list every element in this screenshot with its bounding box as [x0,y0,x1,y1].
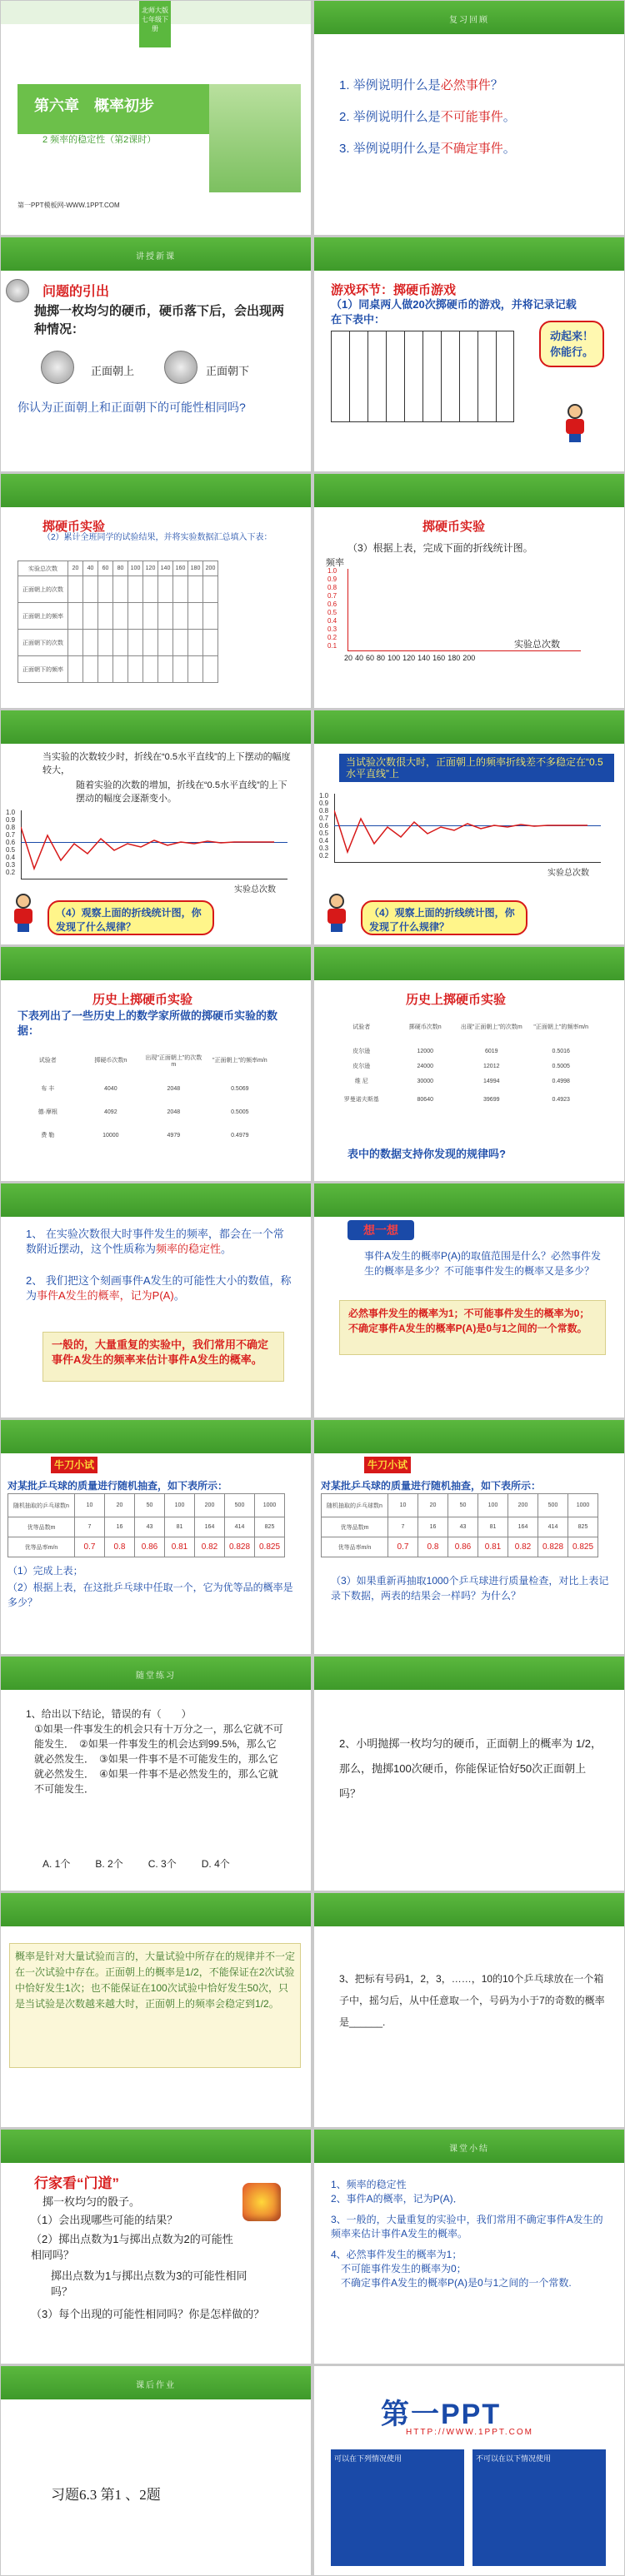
bar-title: 讲授新课 [136,252,176,262]
cell: 2048 [167,1109,181,1115]
boy-icon [326,894,348,932]
homework: 习题6.3 第1 、2题 [51,2487,161,2503]
cell: 16 [418,1517,448,1537]
x-axis-label: 实验总次数 [234,885,276,894]
conclusion-box: 一般的，大量重复的实验中，我们常用不确定事件A发生的频率来估计事件A发生的概率。 [42,1332,284,1382]
cell: 维 尼 [354,1079,368,1084]
chapter-title: 第六章 概率初步 [34,97,154,114]
th: 掷硬币次数n [408,1024,442,1030]
slide-exercise-2-answer [1,1893,311,2127]
slide-think [314,1183,624,1418]
item: 2、事件A的概率，记为P(A)． [331,2193,463,2205]
cell: 0.825 [568,1537,598,1557]
q1: （1）完成上表； [8,1565,83,1577]
cell: 100 [165,1494,195,1517]
cell: 0.5069 [231,1085,249,1092]
heading: 掷硬币实验 [42,520,106,534]
question: 表中的数据支持你发现的规律吗? [348,1148,506,1160]
question [339,1731,606,1806]
tick: 180 [448,654,461,662]
slide-exercise-1 [1,1657,311,1891]
th: 试验者 [38,1058,57,1064]
statements: ①如果一件事发生的机会只有十万分之一，那么它就不可能发生． ②如果一件事发生的机会达到99.5%，那么它就必然发生． ③如果一件事不是不可能发生的，那么它就必然发生． ④如果一件事不是必然发生的，那么它就不可能发生． [34,1723,283,1795]
practice-badge: 牛刀小试 [51,1457,98,1473]
coin-icon [6,279,29,302]
tick: 0.5 [6,846,16,854]
heading: 可以在下列情况使用 [334,2454,402,2463]
cell: 1000 [568,1494,598,1517]
key: 频率的稳定性 [156,1243,222,1255]
answer-box [9,1943,301,2068]
slide-observation [1,710,311,944]
col: 200 [203,561,218,576]
cell: 14994 [483,1078,500,1084]
summary-list [331,2178,606,2290]
coin-tails-icon [164,351,198,384]
text: 2、小明抛掷一枚均匀的硬币，正面朝上的概率为 [339,1737,573,1750]
slide-history-2 [314,947,624,1181]
cell: 50 [135,1494,165,1517]
cell: 6019 [484,1048,498,1054]
col: 40 [83,561,98,576]
cell: 164 [508,1517,538,1537]
cell: 0.4998 [552,1078,570,1084]
y-ticks [319,792,328,859]
bar-title: 复习回顾 [449,16,489,25]
cell: 10 [75,1494,105,1517]
cell: 0.86 [135,1537,165,1557]
cell: 7 [75,1517,105,1537]
text: 。 [268,1998,279,2010]
fraction: 1/2 [185,1966,199,1978]
option-b: B. 2个 [95,1858,123,1870]
y-ticks [6,809,15,876]
cell: 优等品率m/n [8,1537,75,1557]
item: 3、一般的，大量重复的实验中，我们常用不确定事件A发生的频率来估计事件A发生的概率。 [331,2214,603,2240]
cell: 德·摩根 [38,1109,58,1115]
cell: 414 [538,1517,568,1537]
q3-key: 不确定事件 [440,142,503,156]
tick: 0.3 [328,625,338,633]
q1-text: 1. 举例说明什么是 [339,78,441,92]
cell: 200 [508,1494,538,1517]
y-ticks [328,567,344,650]
slide-intro [1,237,311,471]
cell: 200 [195,1494,225,1517]
heading: 历史上掷硬币实验 [406,993,507,1007]
item: 不可能事件发生的概率为0； [341,2263,467,2275]
cell: 414 [225,1517,255,1537]
text: 1、 在实验次数很大时事件发生的频率，都会在一个常数附近摆动，这个性质称为 [26,1228,284,1255]
fraction: 1/2 [575,1737,591,1750]
cell: 12000 [417,1048,433,1054]
slide-practice-2 [314,1420,624,1654]
option-d: D. 4个 [201,1858,230,1870]
tick: 80 [377,654,386,662]
cell: 0.82 [508,1537,538,1557]
question: 3、把标有号码1，2，3，……，10的10个乒乓球放在一个箱子中，摇匀后，从中任意取一个，号码为小于7的奇数的概率是______. [339,1973,605,2028]
cell: 500 [225,1494,255,1517]
cell: 0.81 [165,1537,195,1557]
tails-label: 正面朝下 [206,365,250,377]
intro: 掷一枚均匀的骰子。 [42,2195,141,2208]
cell: 1000 [255,1494,285,1517]
tick: 0.9 [6,816,16,824]
cell: 81 [165,1517,195,1537]
cell: 0.828 [225,1537,255,1557]
text: ，不能保证在2次试验中恰好发生1次；也不能保证在100次试验中恰好发生50次，只是当试验是次数越来越大时，正面朝上的频率会稳定到 [15,1966,295,2010]
key: 事件A发生的概率，记为P(A) [37,1289,174,1302]
slide-practice-1 [1,1420,311,1654]
item: 不确定事件A发生的概率P(A)是0与1之间的一个常数. [341,2277,572,2289]
th: "正面朝上"的频率m/n [533,1024,589,1030]
dice-icon [242,2183,281,2221]
q1-key: 必然事件 [440,78,491,92]
heading: 问题的引出 [42,285,110,299]
cell: 0.8 [418,1537,448,1557]
col: 80 [113,561,128,576]
cell: 0.7 [75,1537,105,1557]
tick: 0.5 [319,830,329,837]
tick: 0.4 [6,854,16,861]
tick: 0.2 [328,634,338,641]
cell: 81 [478,1517,508,1537]
paragraph: 抛掷一枚均匀的硬币，硬币落下后，会出现两种情况： [34,304,285,336]
item: 4、必然事件发生的概率为1； [331,2249,462,2260]
question-bubble: （4）观察上面的折线统计图，你发现了什么规律？ [48,900,214,935]
cell: 0.8 [105,1537,135,1557]
slide-title [1,1,311,235]
intro: 下表列出了一些历史上的数学家所做的掷硬币实验的数据： [18,1009,278,1037]
cell: 24000 [417,1063,433,1069]
question: 事件A发生的概率P(A)的取值范围是什么？必然事件发生的概率是多少？不可能事件发生的概率又是多少？ [364,1250,602,1277]
slide-brand [314,2366,624,2575]
x-ticks [344,654,475,662]
slide-exercise-2 [314,1657,624,1891]
history-table-1 [18,1044,276,1147]
col: 120 [143,561,158,576]
cell: 0.4979 [231,1132,249,1139]
pingpong-table [321,1493,598,1557]
record-table [331,331,514,422]
q2-text: 2. 举例说明什么是 [339,110,441,124]
text: 。 [221,1243,232,1255]
cell: 4979 [167,1132,181,1139]
tick: 100 [388,654,401,662]
usage-col-forbidden [472,2449,606,2566]
text: 2、 我们把这个刻画事件A发生的可能性大小的数值，称为 [26,1274,292,1302]
history-table-2 [331,1010,598,1110]
answer-box: 必然事件发生的概率为1；不可能事件发生的概率为0；不确定事件A发生的概率P(A)是0与1之间的一个常数。 [339,1300,606,1355]
question: 你认为正面朝上和正面朝下的可能性相同吗? [18,401,246,414]
para-2: 随着实验的次数的增加，折线在“0.5水平直线”的上下摆动的幅度会逐渐变小。 [76,780,288,804]
question: 1、给出以下结论，错误的有（ ） [26,1708,192,1720]
tick: 0.3 [319,845,329,852]
cell: 0.828 [538,1537,568,1557]
cell: 39699 [483,1096,500,1103]
cell: 20 [105,1494,135,1517]
q1: （1）会出现哪些可能的结果？ [31,2214,178,2226]
x-axis-label: 实验总次数 [548,869,589,878]
cell: 罗曼诺夫斯基 [343,1097,379,1103]
q2b: 掷出点数为1与掷出点数为3的可能性相同吗？ [51,2270,248,2298]
cell: 7 [388,1517,418,1537]
q3-text: 3. 举例说明什么是 [339,142,441,156]
tick: 0.8 [6,824,16,831]
q2-key: 不可能事件 [440,110,503,124]
instruction: （2）累计全班同学的试验结果，并将实验数据汇总填入下表： [42,533,272,542]
cell: 0.5005 [552,1063,570,1069]
cell: 30000 [417,1078,433,1084]
cell: 500 [538,1494,568,1517]
usage-col-allowed [331,2449,464,2566]
q1-end: ？ [490,78,503,92]
cell: 优等品数m [8,1517,75,1537]
tick: 0.7 [328,592,338,600]
think-badge: 想一想 [348,1220,414,1240]
fraction: 1/2 [255,1998,269,2010]
answer-banner: 当试验次数很大时，正面朝上的频率折线差不多稳定在“0.5水平直线”上 [339,754,614,782]
options [42,1856,230,1871]
tick: 0.1 [328,642,338,650]
cell: 优等品率m/n [322,1537,388,1557]
tick: 0.8 [319,807,329,815]
tick: 0.4 [328,617,338,625]
cell: 16 [105,1517,135,1537]
th: "正面朝上"的频率m/n [212,1058,268,1064]
cell: 皮尔逊 [352,1064,371,1069]
coin-heads-icon [41,351,74,384]
cell: 12012 [483,1063,500,1069]
cell: 4040 [104,1085,118,1092]
cell: 4092 [104,1109,118,1115]
col: 140 [158,561,173,576]
col: 160 [173,561,188,576]
cell: 0.5016 [552,1048,570,1054]
th: 掷硬币次数n [94,1058,128,1064]
y-axis-label: 频率 [326,558,344,568]
option-c: C. 3个 [148,1858,177,1870]
cell: 0.825 [255,1537,285,1557]
tick: 160 [432,654,446,662]
slide-exercise-3 [314,1893,624,2127]
cell: 0.81 [478,1537,508,1557]
cell: 0.86 [448,1537,478,1557]
tick: 0.5 [328,609,338,616]
cell: 2048 [167,1085,181,1092]
heading: 掷硬币实验 [422,520,486,534]
slide-game [314,237,624,471]
footer-brand: 第一PPT模板网-WWW.1PPT.COM [18,202,120,209]
cell: 825 [255,1517,285,1537]
th: 试验者 [352,1024,371,1030]
th: 出现"正面朝上"的次数m [460,1024,522,1030]
cell: 费 勒 [41,1133,55,1139]
instruction: （3）根据上表，完成下面的折线统计图。 [348,542,533,554]
instruction: （1）同桌两人做20次掷硬币的游戏，并将记录记载在下表中： [331,298,577,326]
cell: 80640 [417,1096,433,1103]
row-header: 正面朝上的频率 [18,603,68,630]
item: 1、频率的稳定性 [331,2179,407,2190]
cell: 43 [448,1517,478,1537]
slide-homework [1,2366,311,2575]
tick: 0.9 [319,800,329,807]
slide-review [314,1,624,235]
tick: 0.6 [328,600,338,608]
slide-experiment-table [1,474,311,708]
tick: 1.0 [328,567,338,575]
slide-definition [1,1183,311,1418]
cell: 随机抽取的乒乓球数n [8,1494,75,1517]
def-1 [26,1227,292,1257]
slide-line-chart-task [314,474,624,708]
cell: 10000 [102,1132,119,1139]
frequency-line [21,810,288,879]
row-header: 正面朝下的频率 [18,656,68,683]
bar-title: 课堂小结 [449,2145,489,2154]
th: 出现"正面朝上"的次数m [145,1054,202,1068]
experiment-table [18,561,218,683]
tick: 120 [402,654,416,662]
x-axis-label: 实验总次数 [514,640,560,650]
col: 60 [98,561,113,576]
text: 。 [173,1289,185,1302]
row-header: 正面朝下的次数 [18,630,68,656]
cell: 优等品数m [322,1517,388,1537]
row-header: 正面朝上的次数 [18,576,68,603]
cell: 随机抽取的乒乓球数n [322,1494,388,1517]
brand-logo: 第一PPT [381,2399,502,2430]
tick: 0.7 [319,815,329,822]
tick: 0.7 [6,831,16,839]
tick: 0.2 [319,852,329,859]
cell: 50 [448,1494,478,1517]
tick: 0.6 [6,839,16,846]
tick: 0.8 [328,584,338,591]
tick: 0.6 [319,822,329,830]
cell: 10 [388,1494,418,1517]
heading: 不可以在以下情况使用 [476,2454,552,2463]
tick: 0.2 [6,869,16,876]
cell: 825 [568,1517,598,1537]
cell: 20 [418,1494,448,1517]
cell: 100 [478,1494,508,1517]
cell: 0.4923 [552,1096,570,1103]
cell: 164 [195,1517,225,1537]
cell: 皮尔逊 [352,1049,371,1054]
slide-dice [1,2130,311,2364]
slide-summary [314,2130,624,2364]
tick: 60 [366,654,375,662]
tick: 0.9 [328,575,338,583]
intro: 对某批乒乓球的质量进行随机抽查，如下表所示： [8,1480,228,1492]
heading: 行家看“门道” [34,2175,119,2191]
pingpong-table [8,1493,285,1557]
col: 100 [128,561,143,576]
encourage-bubble: 动起来！你能行。 [539,321,604,367]
edition-badge: 北师大版七年级下册 [139,1,171,47]
intro: 对某批乒乓球的质量进行随机抽查，如下表所示： [321,1480,542,1492]
tick: 140 [418,654,431,662]
tick: 200 [462,654,476,662]
tick: 1.0 [319,792,329,800]
tick: 1.0 [6,809,16,816]
def-2 [26,1273,292,1303]
heading: 游戏环节：掷硬币游戏 [331,283,457,297]
q3: （3）如果重新再抽取1000个乒乓球进行质量检查，对比上表记录下数据，两表的结果会一样吗？为什么？ [331,1575,609,1602]
q3-end: 。 [502,142,516,156]
cell: 43 [135,1517,165,1537]
practice-badge: 牛刀小试 [364,1457,411,1473]
heads-label: 正面朝上 [91,365,135,377]
tick: 20 [344,654,353,662]
bar-title: 课后作业 [136,2381,176,2390]
para-1: 当实验的次数较少时，折线在“0.5水平直线”的上下摆动的幅度较大， [42,752,291,775]
tick: 0.4 [319,837,329,845]
boy-icon [564,404,586,442]
q2: （2）掷出点数为1与掷出点数为2的可能性相同吗？ [31,2233,233,2261]
cell: 0.82 [195,1537,225,1557]
col: 20 [68,561,83,576]
lesson-subtitle: 2 频率的稳定性（第2课时） [42,135,157,145]
cell: 布 丰 [41,1086,55,1092]
q2-end: 。 [502,110,516,124]
text: ，那么，抛掷100次硬币，你能保证恰好50次正面朝上吗？ [339,1737,602,1800]
bar-title: 随堂练习 [136,1672,176,1681]
text: 概率是针对大量试验而言的，大量试验中所存在的规律并不一定在一次试验中存在。正面朝上的概率是 [15,1951,296,1978]
col: 180 [188,561,203,576]
q3: （3）每个出现的可能性相同吗？你是怎样做的？ [31,2308,265,2320]
tick: 0.3 [6,861,16,869]
option-a: A. 1个 [42,1858,71,1870]
frequency-line [334,794,601,862]
slide-history-1 [1,947,311,1181]
slide-observation-answer [314,710,624,944]
boy-icon [12,894,34,932]
q2: （2）根据上表，在这批乒乓球中任取一个，它为优等品的概率是多少？ [8,1582,293,1608]
cell: 0.5005 [231,1109,249,1115]
question-bubble: （4）观察上面的折线统计图，你发现了什么规律？ [361,900,528,935]
heading: 历史上掷硬币实验 [92,993,193,1007]
cell: 0.7 [388,1537,418,1557]
brand-url: HTTP://WWW.1PPT.COM [406,2428,533,2437]
row-header: 实验总次数 [18,561,68,576]
tick: 40 [355,654,364,662]
